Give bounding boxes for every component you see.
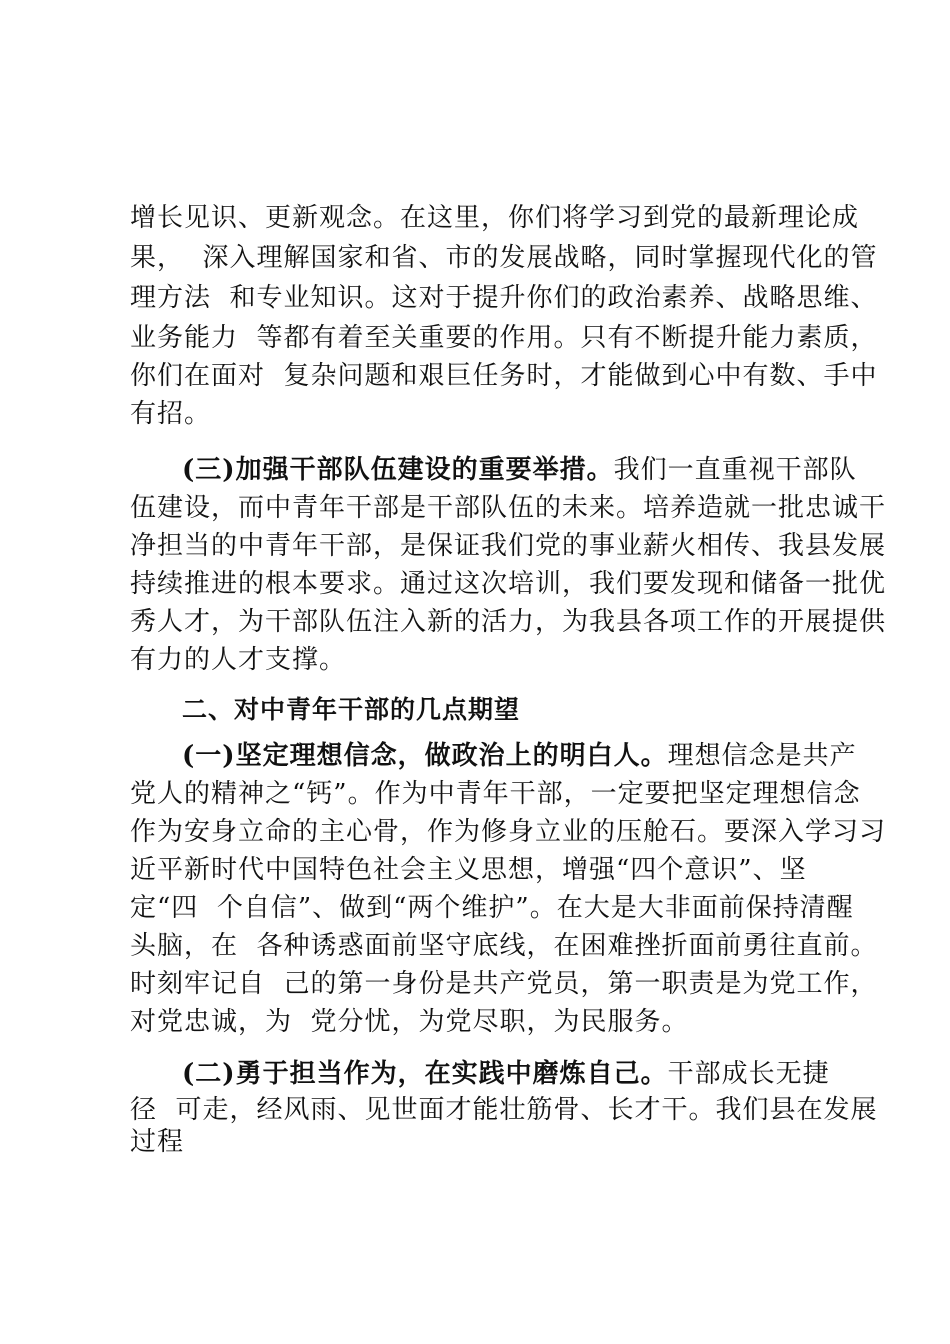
paragraph-line: 业务能力 等都有着至关重要的作用。只有不断提升能力素质，: [130, 323, 878, 353]
paragraph-line: 头脑，在 各种诱惑面前坚守底线，在困难挫折面前勇往直前。: [130, 931, 878, 961]
paragraph-line: 你们在面对 复杂问题和艰巨任务时，才能做到心中有数、手中: [130, 361, 878, 391]
paragraph-lead: (三)加强干部队伍建设的重要举措。: [182, 455, 614, 485]
paragraph-line: 定“四 个自信”、做到“两个维护”。在大是大非面前保持清醒: [130, 893, 854, 923]
paragraph-text: 我们一直重视干部队: [613, 455, 857, 485]
paragraph-line: 径 可走，经风雨、见世面才能壮筋骨、长才干。我们县在发展: [130, 1095, 878, 1125]
paragraph-line: 时刻牢记自 己的第一身份是共产党员，第一职责是为党工作，: [130, 969, 878, 999]
section-heading: 二、对中青年干部的几点期望: [182, 695, 521, 724]
paragraph-line: 理方法 和专业知识。这对于提升你们的政治素养、战略思维、: [130, 283, 878, 313]
paragraph-line: 秀人才，为干部队伍注入新的活力，为我县各项工作的开展提供: [130, 607, 887, 637]
paragraph-line: 过程: [130, 1127, 185, 1157]
paragraph-line: 作为安身立命的主心骨，作为修身立业的压舱石。要深入学习习: [130, 817, 887, 847]
paragraph-first-line: [182, 738, 857, 774]
paragraph-line: 持续推进的根本要求。通过这次培训，我们要发现和储备一批优: [130, 569, 887, 599]
paragraph-line: 伍建设，而中青年干部是干部队伍的未来。培养造就一批忠诚干: [130, 493, 887, 523]
paragraph-line: 果， 深入理解国家和省、市的发展战略，同时掌握现代化的管: [130, 243, 878, 273]
paragraph-text: 理想信念是共产: [667, 741, 857, 771]
paragraph-first-line: [182, 452, 857, 488]
paragraph-lead: (一)坚定理想信念，做政治上的明白人。: [182, 741, 668, 771]
paragraph-lead: (二)勇于担当作为，在实践中磨炼自己。: [182, 1059, 668, 1089]
paragraph-line: 有招。: [130, 399, 212, 429]
paragraph-line: 有力的人才支撑。: [130, 645, 347, 675]
paragraph-line: 对党忠诚，为 党分忧，为党尽职，为民服务。: [130, 1007, 689, 1037]
paragraph-line: 增长见识、更新观念。在这里，你们将学习到党的最新理论成: [130, 203, 860, 233]
paragraph-first-line: [182, 1056, 830, 1092]
paragraph-text: 干部成长无捷: [667, 1059, 830, 1089]
paragraph-line: 近平新时代中国特色社会主义思想，增强“四个意识”、坚: [130, 855, 807, 885]
paragraph-line: 党人的精神之“钙”。作为中青年干部，一定要把坚定理想信念: [130, 779, 861, 809]
paragraph-line: 净担当的中青年干部，是保证我们党的事业薪火相传、我县发展: [130, 531, 887, 561]
